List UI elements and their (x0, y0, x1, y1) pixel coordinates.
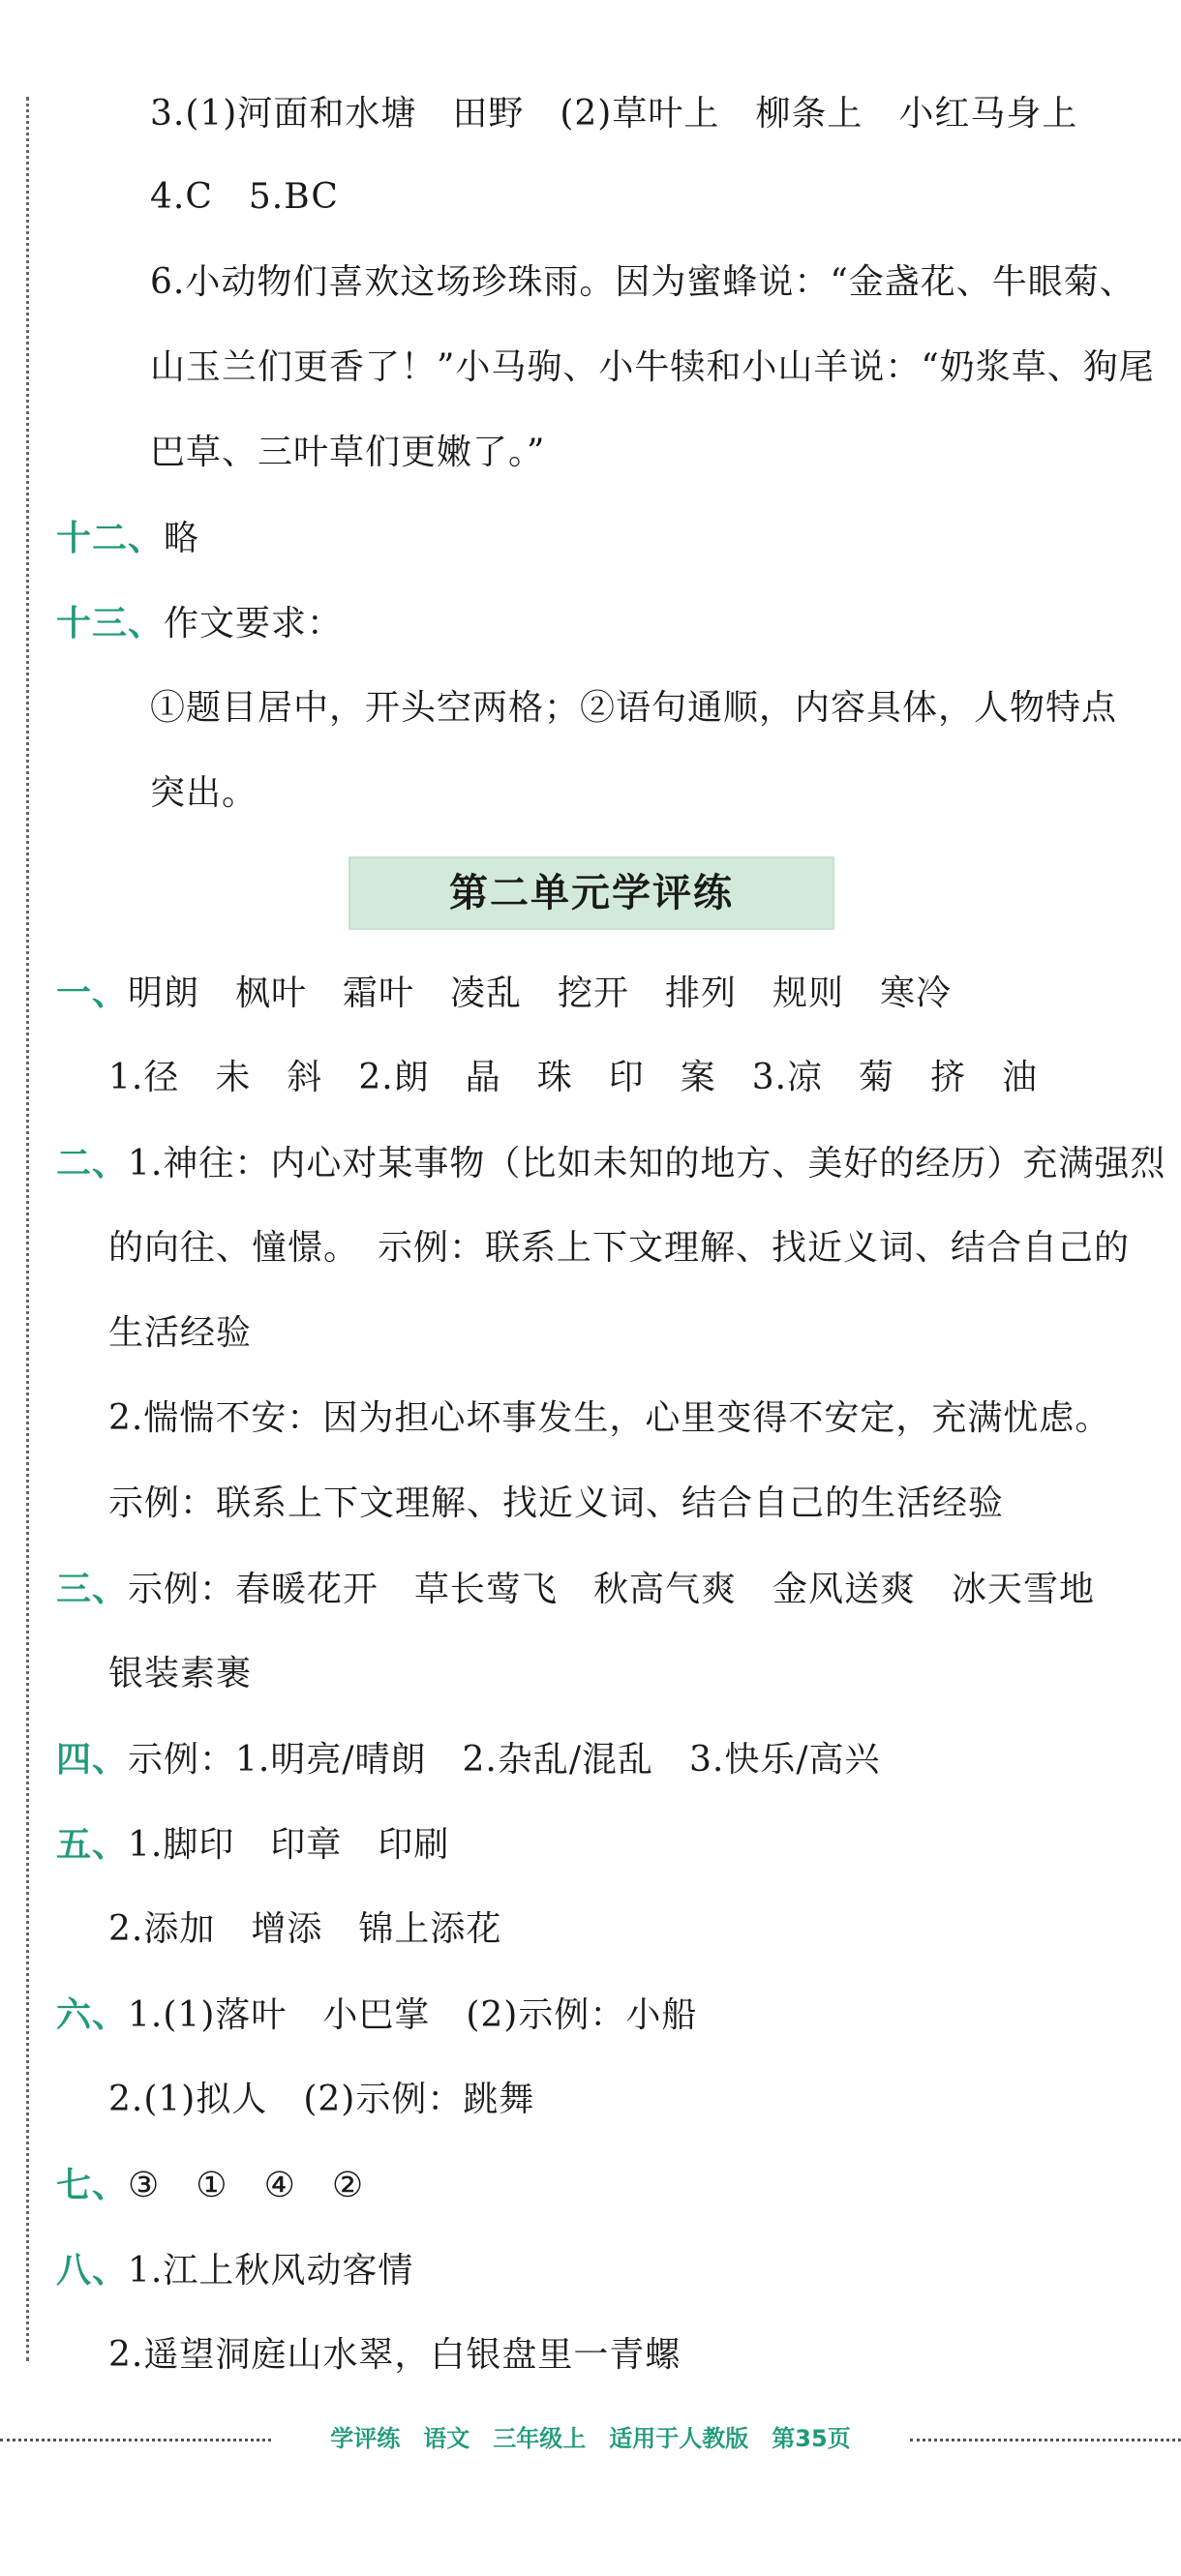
section-8: 八、1.江上秋风动客情 (56, 2250, 414, 2291)
answer-line: 突出。 (150, 773, 258, 813)
answer-line: 银装素裹 (108, 1654, 253, 1693)
section-7: 七、③ ① ④ ② (56, 2165, 365, 2205)
answer-line: ①题目居中，开头空两格；②语句通顺，内容具体，人物特点 (150, 688, 1118, 728)
answer-line: 示例：联系上下文理解、找近义词、结合自己的生活经验 (108, 1483, 1005, 1523)
footer-rule-left (0, 2439, 271, 2441)
page-footer: 学评练 语文 三年级上 适用于人教版 第35页 (330, 2425, 851, 2452)
section-5: 五、1.脚印 印章 印刷 (56, 1824, 450, 1865)
answer-line: 4.C 5.BC (150, 177, 339, 217)
section-12: 十二、略 (56, 518, 200, 558)
section-1: 一、明朗 枫叶 霜叶 凌乱 挖开 排列 规则 寒冷 (56, 973, 953, 1013)
answer-line: 2.添加 增添 锦上添花 (108, 1909, 502, 1949)
section-3: 三、示例：春暖花开 草长莺飞 秋高气爽 金风送爽 冰天雪地 (56, 1569, 1096, 1609)
answer-line: 2.惴惴不安：因为担心坏事发生，心里变得不安定，充满忧虑。 (108, 1398, 1111, 1438)
answer-line: 生活经验 (108, 1313, 253, 1353)
left-dotted-margin (26, 97, 29, 2361)
answer-line: 的向往、憧憬。 示例：联系上下文理解、找近义词、结合自己的 (108, 1228, 1131, 1268)
answer-line: 山玉兰们更香了！”小马驹、小牛犊和小山羊说：“奶浆草、狗尾 (150, 347, 1155, 387)
answer-line: 1.径 未 斜 2.朗 晶 珠 印 案 3.凉 菊 挤 油 (108, 1058, 1039, 1097)
section-4: 四、示例：1.明亮/晴朗 2.杂乱/混乱 3.快乐/高兴 (56, 1739, 881, 1780)
answer-line: 2.遥望洞庭山水翠，白银盘里一青螺 (108, 2335, 681, 2375)
answer-line: 巴草、三叶草们更嫩了。” (150, 433, 546, 472)
unit-title-banner: 第二单元学评练 (348, 856, 834, 930)
answer-line: 2.(1)拟人 (2)示例：跳舞 (108, 2080, 535, 2119)
section-6: 六、1.(1)落叶 小巴掌 (2)示例：小船 (56, 1994, 698, 2035)
footer-rule-right (910, 2439, 1181, 2441)
answer-line: 3.(1)河面和水塘 田野 (2)草叶上 柳条上 小红马身上 (150, 94, 1078, 134)
answer-line: 6.小动物们喜欢这场珍珠雨。因为蜜蜂说：“金盏花、牛眼菊、 (150, 262, 1136, 302)
section-13: 十三、作文要求： (56, 603, 344, 644)
section-2: 二、1.神往：内心对某事物（比如未知的地方、美好的经历）充满强烈 (56, 1143, 1166, 1183)
